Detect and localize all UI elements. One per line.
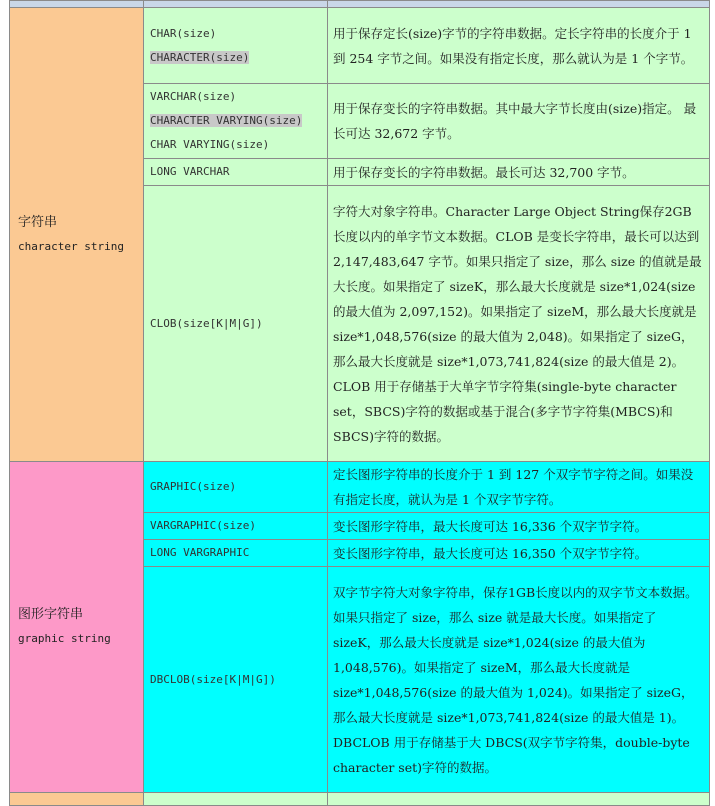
type-name: GRAPHIC(size) [150,480,237,493]
type-name: CHAR VARYING(size) [150,138,270,151]
type-cell-vargraphic [144,513,328,540]
table-row [10,8,710,84]
category-character-string [10,8,144,462]
description-long-vargraphic: 变长图形字符串，最大长度可达 16,350 个双字节字符。 [328,540,710,567]
description-dbclob: 双字节字符大对象字符串，保存1GB长度以内的双字节文本数据。如果只指定了 size，那么 size 就是最大长度。如果指定了 sizeK，那么最大长度就是 size*1,024(size 的最大值为 1,048,576)。如果指定了 sizeM，那么最大长度就是 size*1,048,576(size 的最大值为 1,024)。如果指定了 sizeG，那么最大长度就是 size*1,073,741,824(size 的最大值是 1)。DBCLOB 用于存储基于大 DBCS(双字节字符集，double-byte character set)字符的数据。 [328,567,710,793]
description-graphic: 定长图形字符串的长度介于 1 到 127 个双字节字符之间。如果没有指定长度，就认为是 1 个双字节字符。 [328,462,710,513]
category-label-zh: 图形字符串 [18,607,84,622]
type-name: VARGRAPHIC(size) [150,519,256,532]
description-char: 用于保存定长(size)字节的字符串数据。定长字符串的长度介于 1 到 254 字节之间。如果没有指定长度，那么就认为是 1 个字节。 [328,8,710,84]
description-clob: 字符大对象字符串。Character Large Object String保存2GB长度以内的单字节文本数据。CLOB 是变长字符串，最长可以达到 2,147,483,647 字节。如果只指定了 size，那么 size 的值就是最大长度。如果指定了 sizeK，那么最大长度就是 size*1,024(size 的最大值为 2,097,152)。如果指定了 sizeM，那么最大长度就是 size*1,048,576(size 的最大值为 2,048)。如果指定了 sizeG，那么最大长度就是 size*1,073,741,824(size 的最大值是 2)。CLOB 用于存储基于大单字节字符集(single-byte character set，SBCS)字符的数据或基于混合(多字节字符集(MBCS)和 SBCS)字符的数据。 [328,186,710,462]
type-name: LONG VARCHAR [150,165,230,178]
type-cell-graphic [144,462,328,513]
type-name: VARCHAR(size) [150,90,237,103]
type-cell-dbclob [144,567,328,793]
category-graphic-string [10,462,144,793]
table-row-partial [10,793,710,806]
type-name-highlighted: CHARACTER(size) [150,50,250,64]
data-types-table [9,0,710,806]
description-vargraphic: 变长图形字符串，最大长度可达 16,336 个双字节字符。 [328,513,710,540]
type-cell-long-varchar [144,159,328,186]
type-name: DBCLOB(size[K|M|G]) [150,672,276,686]
type-name-highlighted: CHARACTER VARYING(size) [150,114,303,127]
type-name: CHAR(size) [150,26,217,40]
data-types-table-container [9,0,709,793]
table-top-edge [10,1,710,8]
table-row [10,462,710,513]
category-label-en: character string [18,239,124,253]
type-cell-clob [144,186,328,462]
description-varchar: 用于保存变长的字符串数据。其中最大字节长度由(size)指定。 最长可达 32,672 字节。 [328,84,710,159]
category-label-zh: 字符串 [18,214,58,230]
type-name: LONG VARGRAPHIC [150,546,250,559]
type-cell-long-vargraphic [144,540,328,567]
type-cell-varchar [144,84,328,159]
type-cell-char [144,8,328,84]
type-name: CLOB(size[K|M|G]) [150,316,263,330]
description-long-varchar: 用于保存变长的字符串数据。最长可达 32,700 字节。 [328,159,710,186]
category-label-en: graphic string [18,632,111,645]
